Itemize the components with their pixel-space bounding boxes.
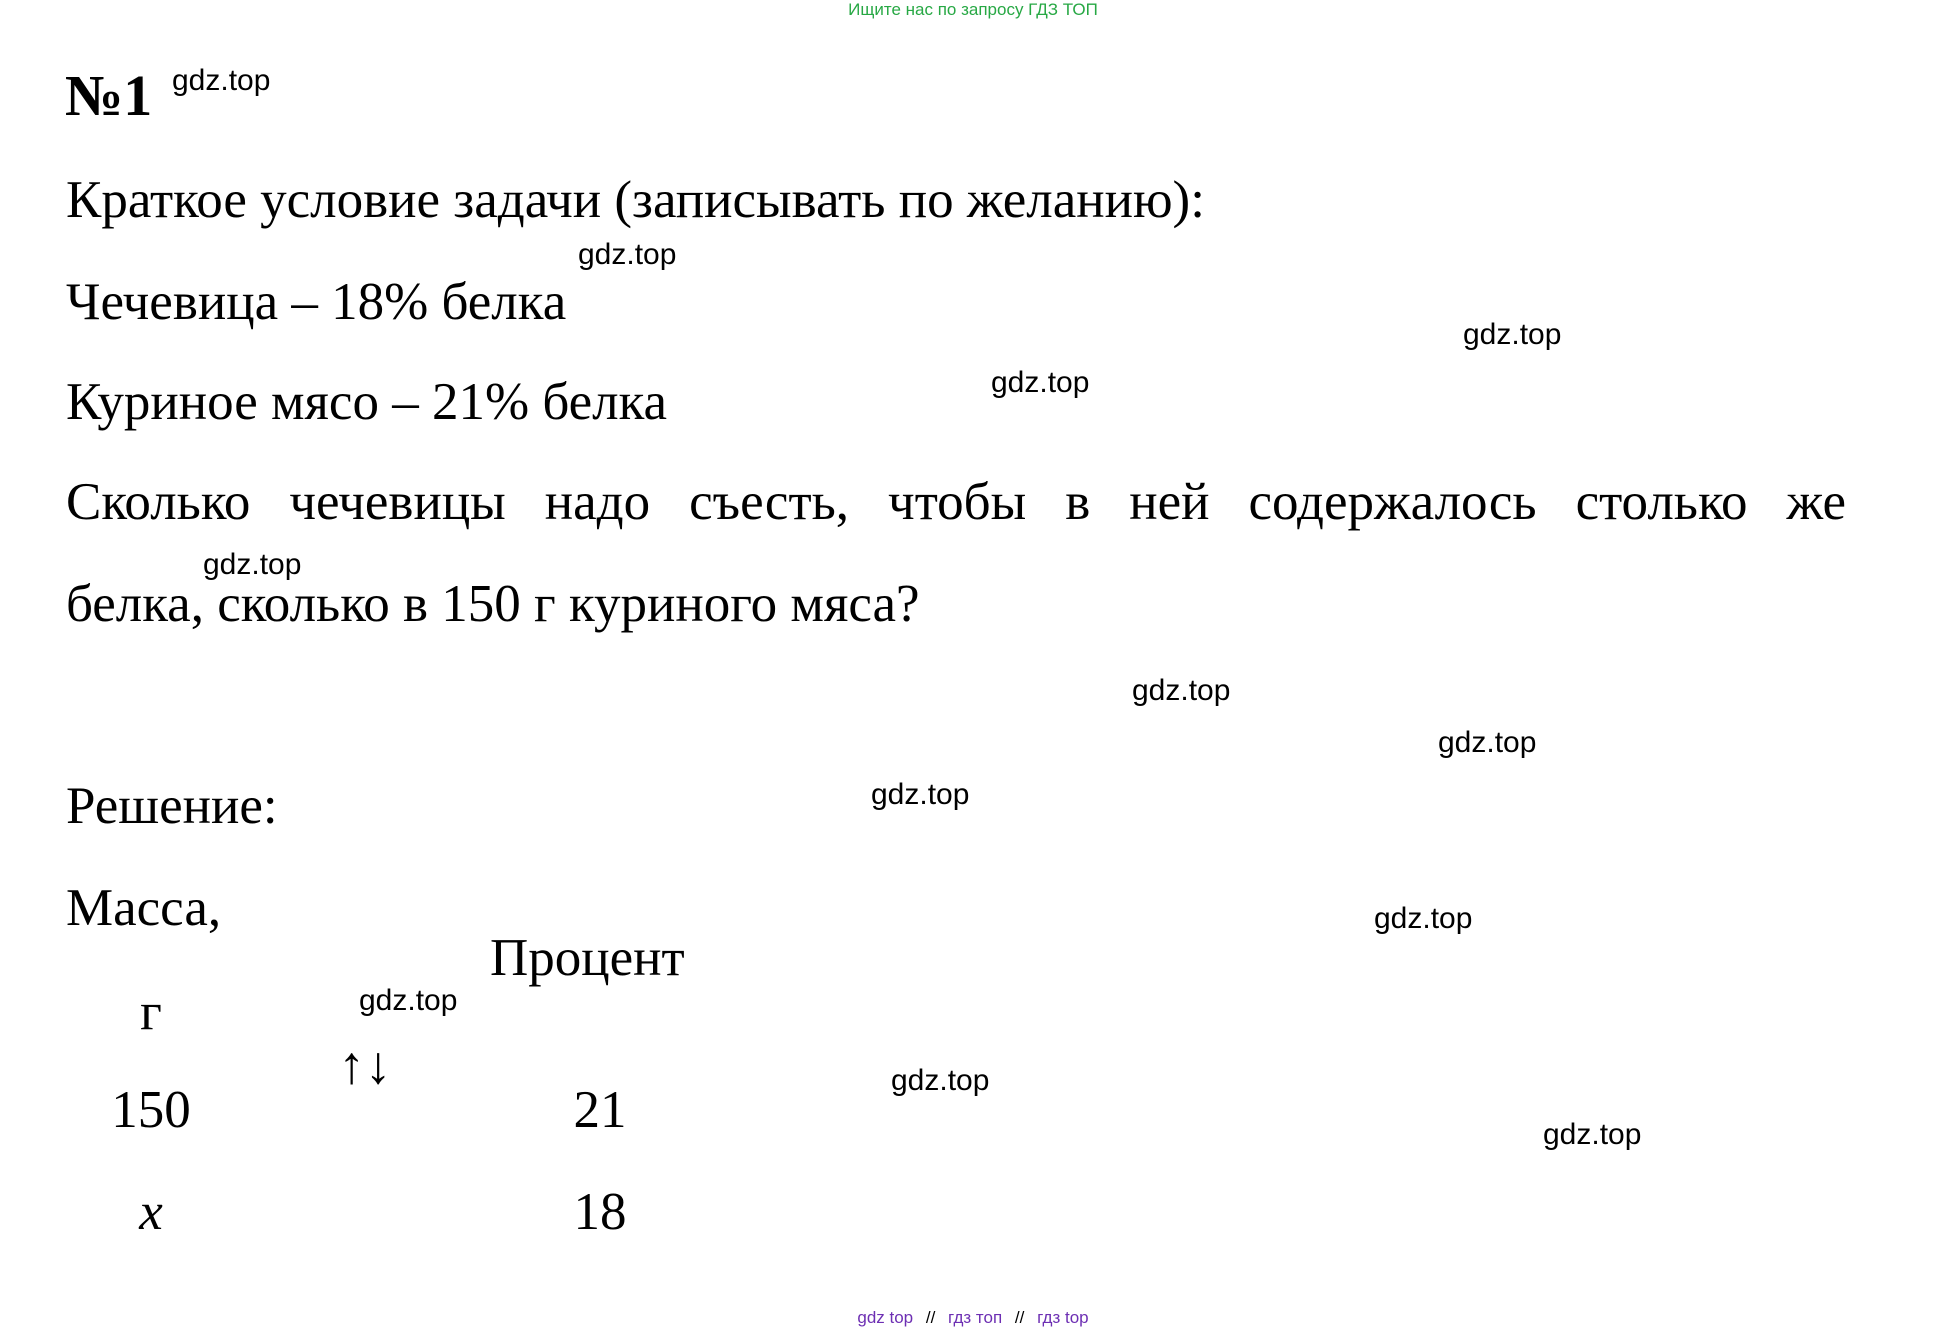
watermark: gdz.top — [172, 64, 271, 97]
condition-line-chicken: Куриное мясо – 21% белка — [66, 373, 668, 431]
table-cell-mass-2: x — [139, 1183, 163, 1241]
table-col1-unit: г — [140, 983, 162, 1041]
watermark: gdz.top — [1132, 674, 1231, 707]
footer-link[interactable]: gdz top — [857, 1308, 914, 1327]
table-cell-percent-1: 21 — [573, 1081, 627, 1139]
table-cell-mass-1: 150 — [111, 1081, 191, 1139]
watermark: gdz.top — [991, 366, 1090, 399]
watermark: gdz.top — [203, 548, 302, 581]
watermark: gdz.top — [1463, 318, 1562, 351]
watermark: gdz.top — [871, 778, 970, 811]
table-col2-header: Процент — [490, 929, 685, 987]
table-cell-percent-2: 18 — [573, 1183, 627, 1241]
watermark: gdz.top — [578, 238, 677, 271]
condition-heading: Краткое условие задачи (записывать по желанию): — [66, 171, 1205, 229]
watermark: gdz.top — [359, 984, 458, 1017]
solution-label: Решение: — [66, 777, 278, 835]
footer-link[interactable]: гдз top — [1037, 1308, 1089, 1327]
watermark: gdz.top — [1374, 902, 1473, 935]
problem-number: №1 — [65, 63, 153, 128]
footer-separator: // — [925, 1308, 936, 1327]
watermark: gdz.top — [891, 1064, 990, 1097]
inverse-proportion-arrows: ↑↓ — [338, 1037, 392, 1095]
watermark: gdz.top — [1543, 1118, 1642, 1151]
question-line-1: Сколько чечевицы надо съесть, чтобы в ней содержалось столько же — [66, 473, 1846, 531]
top-banner: Ищите нас по запросу ГДЗ ТОП — [848, 0, 1098, 19]
question-line-2: белка, сколько в 150 г куриного мяса? — [66, 575, 920, 633]
footer-separator: // — [1014, 1308, 1025, 1327]
footer-link[interactable]: гдз топ — [948, 1308, 1003, 1327]
watermark: gdz.top — [1438, 726, 1537, 759]
footer — [0, 1308, 1946, 1328]
table-col1-header: Масса, — [66, 879, 222, 937]
condition-line-lentils: Чечевица – 18% белка — [66, 273, 567, 331]
